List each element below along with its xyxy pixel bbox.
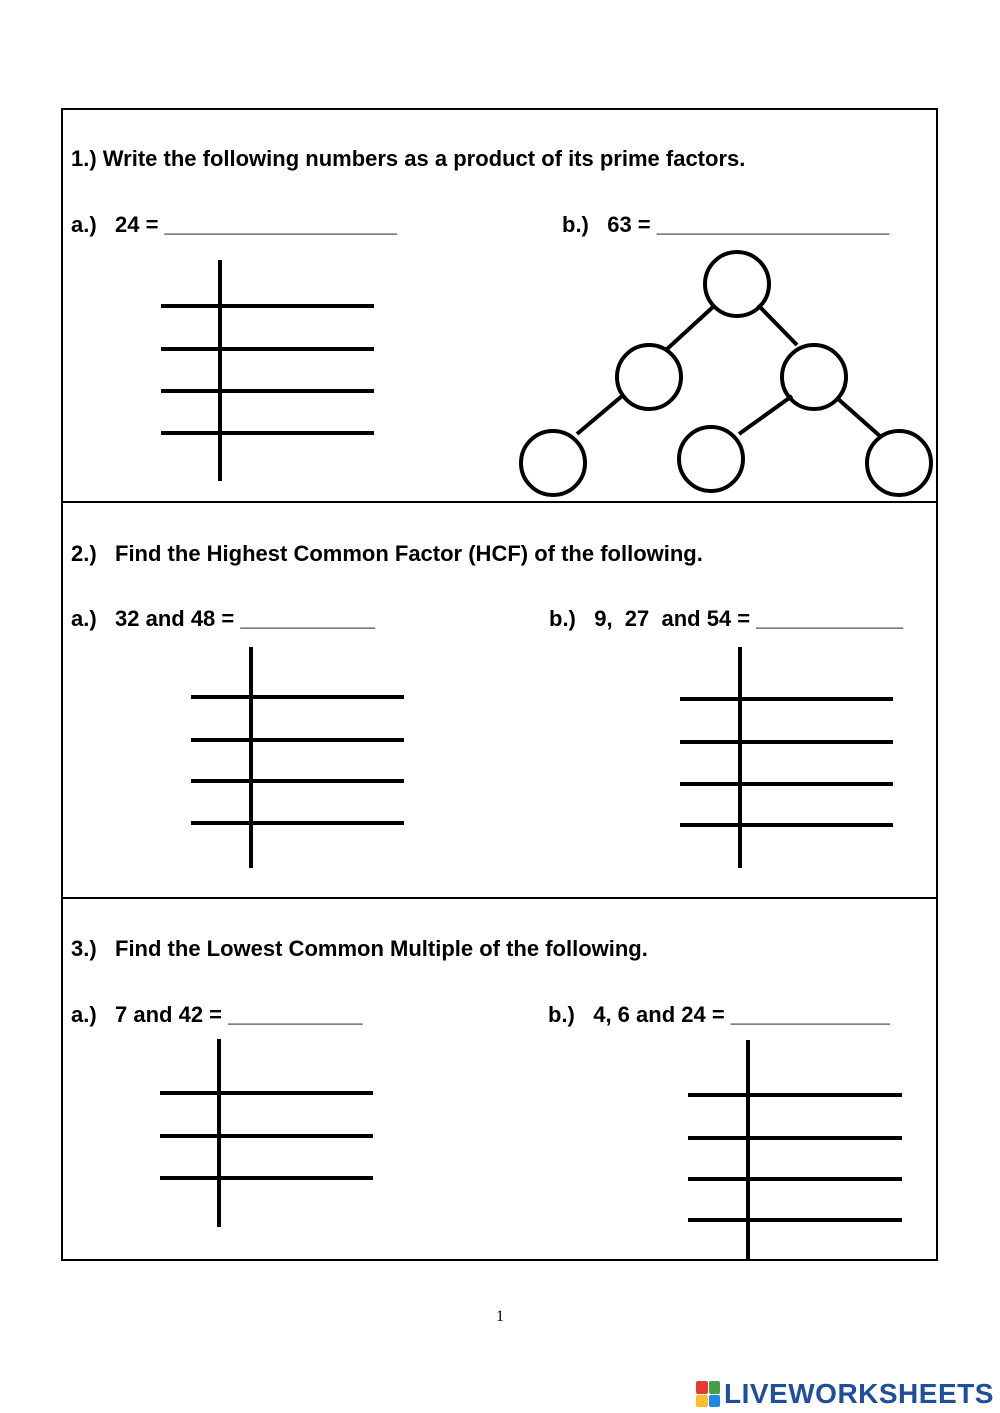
liveworksheets-logo — [696, 1377, 994, 1411]
q3a-prompt: a.) 7 and 42 = ___________ — [71, 1002, 363, 1027]
q3-title: 3.) Find the Lowest Common Multiple of the following. — [71, 936, 648, 961]
tree-node-root[interactable] — [705, 252, 769, 316]
q1b-prompt: b.) 63 = ___________________ — [562, 212, 890, 237]
tree-node[interactable] — [782, 345, 846, 409]
q2-title: 2.) Find the Highest Common Factor (HCF) of the following. — [71, 541, 703, 566]
logo-mark-icon — [696, 1381, 720, 1407]
logo-text: LIVEWORKSHEETS — [724, 1378, 994, 1409]
tree-node[interactable] — [679, 427, 743, 491]
q2b-division-ladder[interactable] — [680, 647, 893, 868]
q3a-division-ladder[interactable] — [160, 1039, 373, 1227]
q1a-division-ladder[interactable] — [161, 260, 374, 481]
q1-title: 1.) Write the following numbers as a product of its prime factors. — [71, 146, 746, 171]
page-number: 1 — [496, 1308, 504, 1325]
q1b-factor-tree[interactable] — [521, 252, 931, 495]
q2b-prompt: b.) 9, 27 and 54 = ____________ — [549, 606, 904, 631]
tree-node[interactable] — [867, 431, 931, 495]
tree-node[interactable] — [521, 431, 585, 495]
q3b-division-ladder[interactable] — [688, 1040, 902, 1260]
q2a-division-ladder[interactable] — [191, 647, 404, 868]
q1a-prompt: a.) 24 = ___________________ — [71, 212, 398, 237]
q2a-prompt: a.) 32 and 48 = ___________ — [71, 606, 375, 631]
tree-node[interactable] — [617, 345, 681, 409]
q3b-prompt: b.) 4, 6 and 24 = _____________ — [548, 1002, 890, 1027]
